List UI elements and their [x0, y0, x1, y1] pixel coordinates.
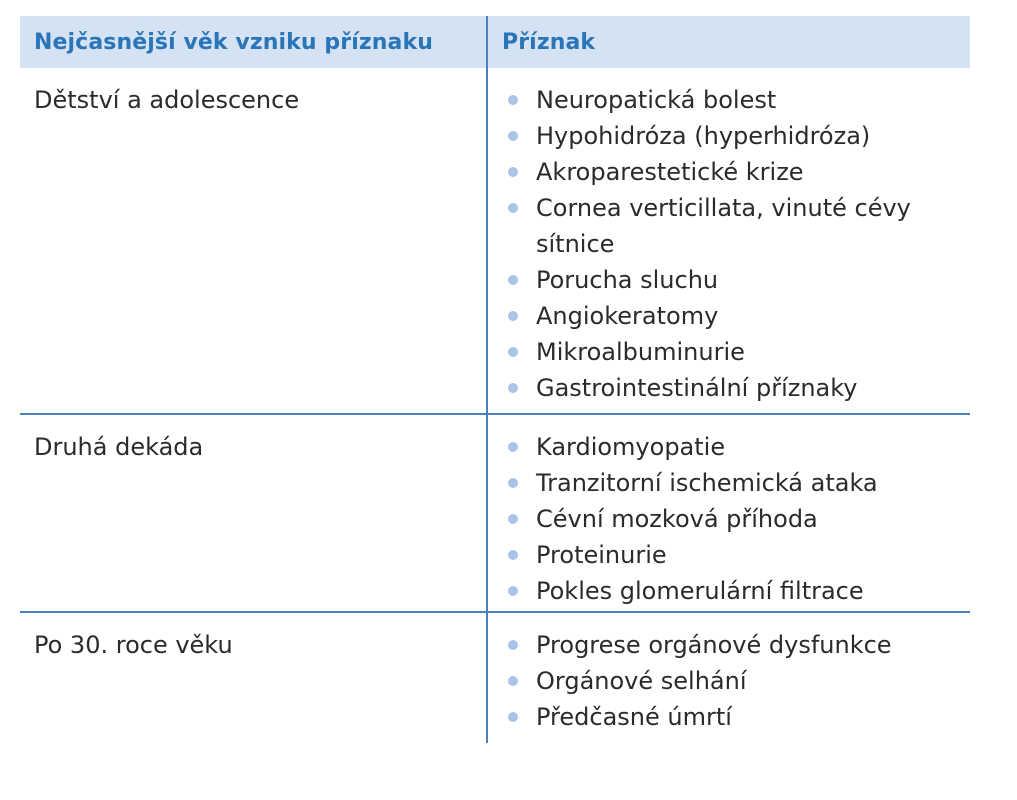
bullet-icon — [508, 131, 518, 141]
list-item — [506, 298, 966, 334]
symptom-text: Kardiomyopatie — [536, 433, 726, 461]
symptom-text: Angiokeratomy — [536, 302, 719, 330]
list-item — [506, 154, 966, 190]
header-age: Nejčasnější věk vzniku příznaku — [34, 29, 433, 55]
symptom-text: Porucha sluchu — [536, 266, 719, 294]
column-divider — [486, 415, 488, 611]
symptom-text: Předčasné úmrtí — [536, 703, 732, 731]
symptom-text: Orgánové selhání — [536, 667, 747, 695]
table-row — [20, 415, 970, 611]
list-item — [506, 465, 966, 501]
row-symptoms — [488, 68, 970, 413]
bullet-icon — [508, 442, 518, 452]
symptom-text: Tranzitorní ischemická ataka — [536, 469, 878, 497]
list-item — [506, 663, 966, 699]
bullet-icon — [508, 712, 518, 722]
bullet-icon — [508, 640, 518, 650]
list-item — [506, 429, 966, 465]
symptom-list — [488, 82, 970, 406]
symptom-text: Akroparestetické krize — [536, 158, 804, 186]
symptom-list — [488, 429, 970, 609]
bullet-icon — [508, 347, 518, 357]
symptom-text: Gastrointestinální příznaky — [536, 374, 858, 402]
symptom-list — [488, 627, 970, 735]
symptom-text: Progrese orgánové dysfunkce — [536, 631, 892, 659]
list-item — [506, 262, 966, 298]
bullet-icon — [508, 275, 518, 285]
symptom-text: Neuropatická bolest — [536, 86, 777, 114]
bullet-icon — [508, 383, 518, 393]
bullet-icon — [508, 586, 518, 596]
symptom-text: Pokles glomerulární filtrace — [536, 577, 864, 605]
table-header — [20, 16, 970, 68]
list-item — [506, 699, 966, 735]
bullet-icon — [508, 514, 518, 524]
list-item — [506, 501, 966, 537]
symptom-text: Hypohidróza (hyperhidróza) — [536, 122, 871, 150]
symptom-text: Cornea verticillata, vinuté cévy sítnice — [536, 194, 911, 258]
symptom-text: Cévní mozková příhoda — [536, 505, 818, 533]
header-divider — [486, 16, 488, 68]
symptom-table — [20, 16, 970, 743]
table-row — [20, 613, 970, 743]
table-row — [20, 68, 970, 413]
row-age: Po 30. roce věku — [34, 631, 233, 659]
row-age: Dětství a adolescence — [34, 86, 300, 114]
row-symptoms — [488, 613, 970, 743]
bullet-icon — [508, 478, 518, 488]
bullet-icon — [508, 311, 518, 321]
list-item — [506, 370, 966, 406]
list-item — [506, 573, 966, 609]
symptom-text: Mikroalbuminurie — [536, 338, 745, 366]
column-divider — [486, 613, 488, 743]
bullet-icon — [508, 167, 518, 177]
symptom-text: Proteinurie — [536, 541, 667, 569]
bullet-icon — [508, 95, 518, 105]
list-item — [506, 334, 966, 370]
list-item — [506, 627, 966, 663]
bullet-icon — [508, 203, 518, 213]
row-age: Druhá dekáda — [34, 433, 204, 461]
column-divider — [486, 68, 488, 413]
list-item — [506, 82, 966, 118]
list-item — [506, 118, 966, 154]
bullet-icon — [508, 550, 518, 560]
list-item — [506, 537, 966, 573]
list-item — [506, 190, 966, 262]
header-symptom: Příznak — [502, 29, 596, 55]
bullet-icon — [508, 676, 518, 686]
row-symptoms — [488, 415, 970, 611]
